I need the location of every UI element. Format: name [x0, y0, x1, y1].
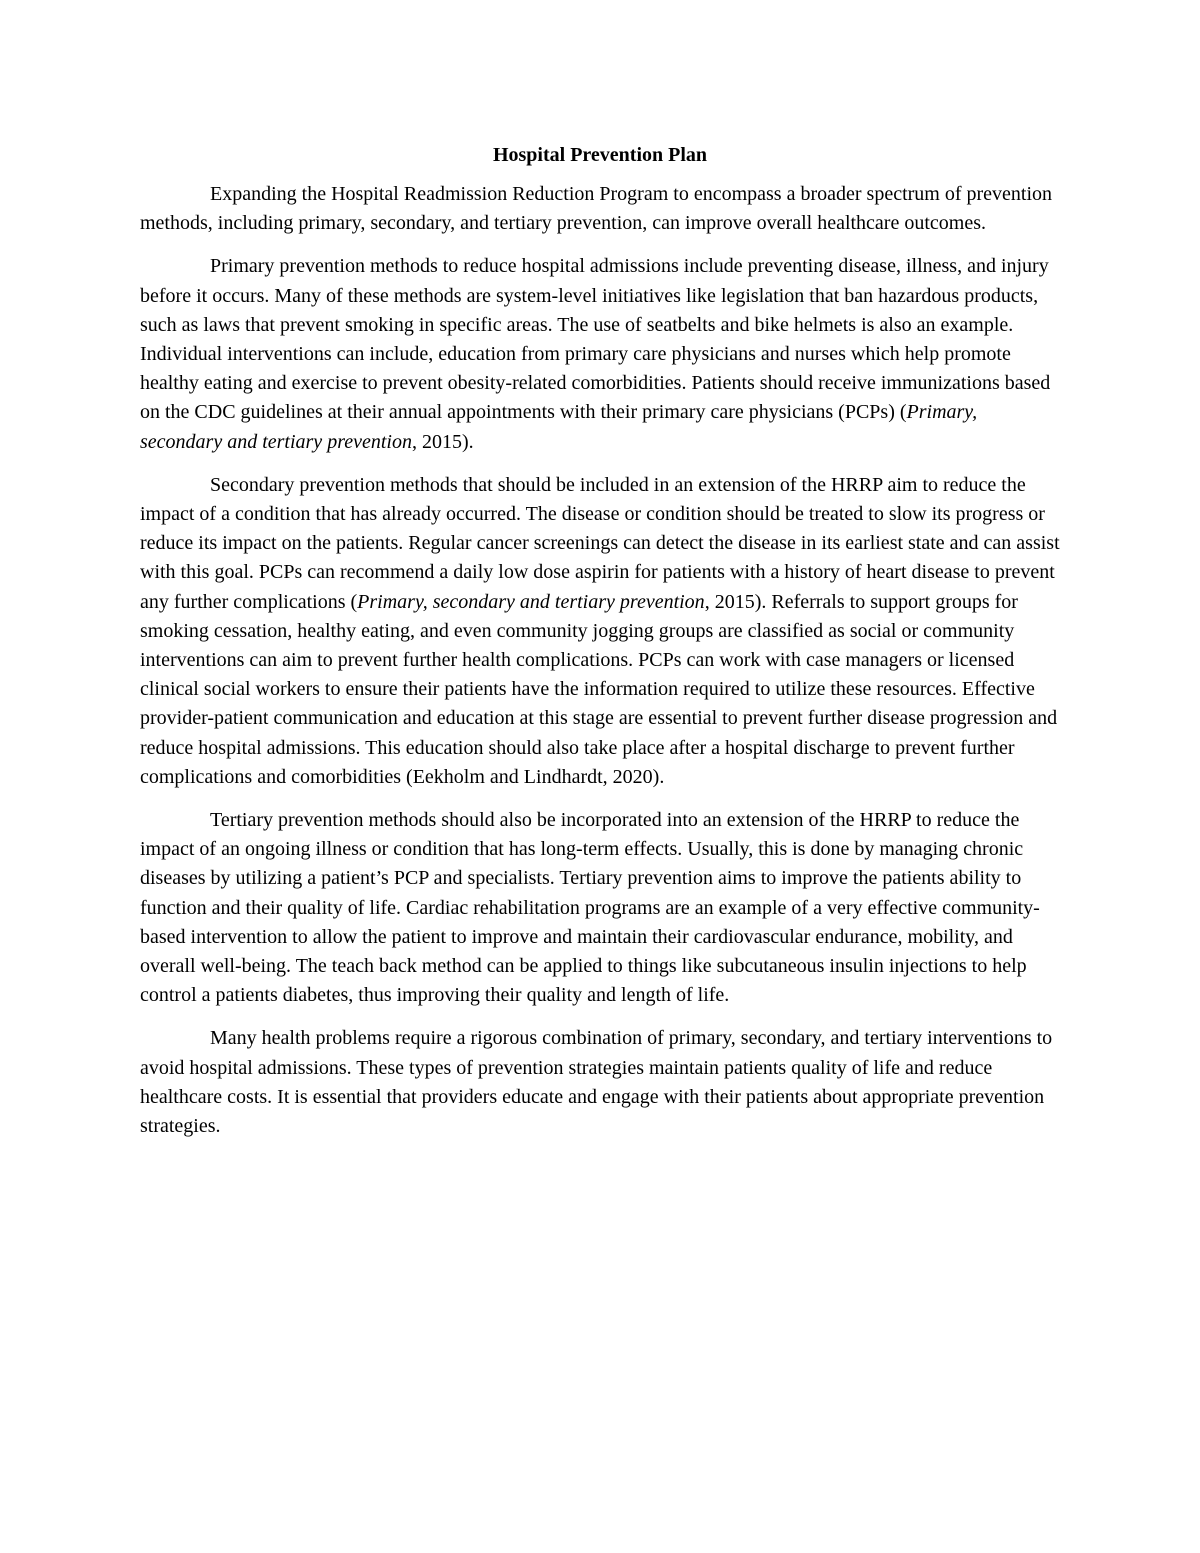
paragraph-intro: [140, 180, 1060, 238]
paragraph-text: Tertiary prevention methods should also be incorporated into an extension of the HRRP to reduce the impact of an ongoing illness or condition that has long-term effects. Usually, this is done by managing chronic diseases by utilizing a patient’s PCP and specialists. Tertiary prevention aims to improve the patients ability to function and their quality of life. Cardiac rehabilitation programs are an example of a very effective community-based intervention to allow the patient to improve and maintain their cardiovascular endurance, mobility, and overall well-being. The teach back method can be applied to things like subcutaneous insulin injections to help control a patients diabetes, thus improving their quality and length of life.: [140, 809, 1040, 1007]
citation-title-italic: Primary, secondary and tertiary prevention: [357, 590, 705, 613]
paragraph-tertiary-prevention: [140, 806, 1060, 1010]
document-page: [140, 140, 1060, 1155]
paragraph-text: , 2015).: [411, 430, 474, 453]
paragraph-text: Secondary prevention methods that should be included in an extension of the HRRP aim to reduce the impact of a condition that has already occurred. The disease or condition should be treated to slow its progress or reduce its impact on the patients. Regular cancer screenings can detect the disease in its earliest state and can assist with this goal. PCPs can recommend a daily low dose aspirin for patients with a history of heart disease to prevent any further complications (: [140, 473, 1060, 613]
citation-title-italic: Primary, secondary and tertiary prevention: [140, 401, 978, 453]
paragraph-text: Primary prevention methods to reduce hospital admissions include preventing disease, illness, and injury before it occurs. Many of these methods are system-level initiatives like legislation that ban hazardous products, such as laws that prevent smoking in specific areas. The use of seatbelts and bike helmets is also an example. Individual interventions can include, education from primary care physicians and nurses which help promote healthy eating and exercise to prevent obesity-related comorbidities. Patients should receive immunizations based on the CDC guidelines at their annual appointments with their primary care physicians (PCPs) (: [140, 255, 1051, 424]
paragraph-text: Expanding the Hospital Readmission Reduction Program to encompass a broader spectrum of prevention methods, including primary, secondary, and tertiary prevention, can improve overall healthcare outcomes.: [140, 183, 1053, 235]
paragraph-text: , 2015). Referrals to support groups for smoking cessation, healthy eating, and even community jogging groups are classified as social or community interventions can aim to prevent further health complications. PCPs can work with case managers or licensed clinical social workers to ensure their patients have the information required to utilize these resources. Effective provider-patient communication and education at this stage are essential to prevent further disease progression and reduce hospital admissions. This education should also take place after a hospital discharge to prevent further complications and comorbidities (Eekholm and Lindhardt, 2020).: [140, 590, 1058, 788]
document-title: Hospital Prevention Plan: [492, 144, 708, 166]
paragraph-secondary-prevention: [140, 471, 1060, 792]
paragraph-conclusion: [140, 1024, 1060, 1141]
paragraph-text: Many health problems require a rigorous combination of primary, secondary, and tertiary interventions to avoid hospital admissions. These types of prevention strategies maintain patients quality of life and reduce healthcare costs. It is essential that providers educate and engage with their patients about appropriate prevention strategies.: [140, 1027, 1053, 1138]
paragraph-primary-prevention: [140, 252, 1060, 456]
